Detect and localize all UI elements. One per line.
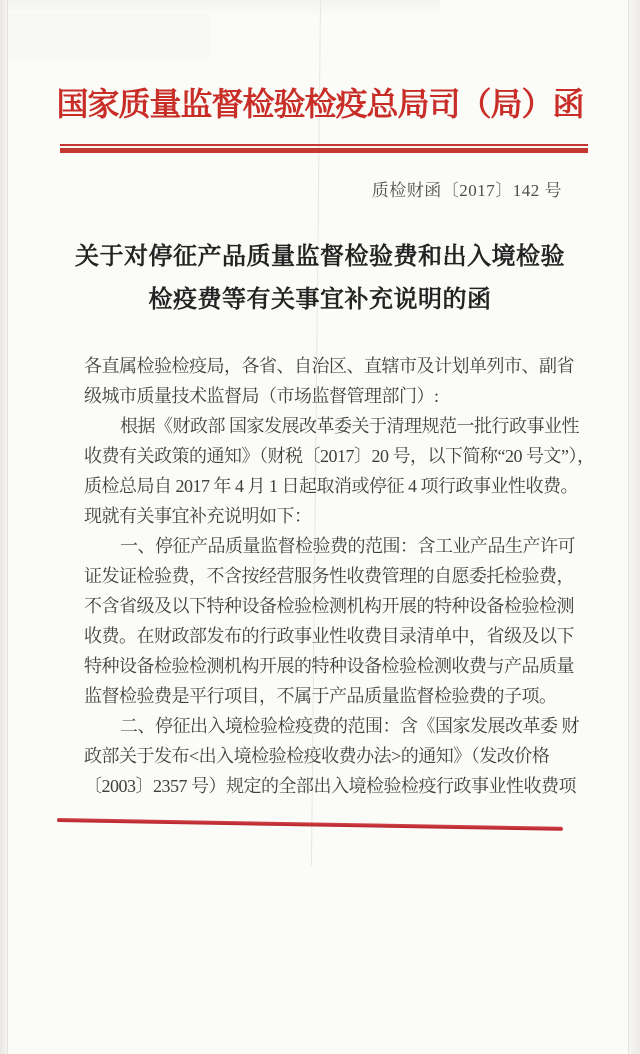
scan-smudge [0,14,210,60]
document-title [0,236,640,322]
document-body [84,351,595,801]
body-text-line: 一、停征产品质量监督检验费的范围：含工业产品生产许可 [120,536,575,556]
body-text-line: 监督检验费是平行项目，不属于产品质量监督检验费的子项。 [84,686,557,706]
body-text-line: 收费。在财政部发布的行政事业性收费目录清单中，省级及以下 [84,626,574,646]
body-text-line: 不含省级及以下特种设备检验检测机构开展的特种设备检验检测 [84,596,574,616]
body-text-line: 质检总局自 2017 年 4 月 1 日起取消或停征 4 项行政事业性收费。 [84,476,578,496]
bottom-red-line [57,818,563,831]
body-text-line: 收费有关政策的通知》（财税〔2017〕20 号，以下简称“20 号文”）， [84,446,595,466]
document-number: 质检财函〔2017〕142 号 [371,181,562,200]
body-text-line: 各直属检验检疫局，各省、自治区、直辖市及计划单列市、副省 [84,356,574,376]
body-text-line: 现就有关事宜补充说明如下： [84,506,312,526]
body-text-line: 证发证检验费，不含按经营服务性收费管理的自愿委托检验费， [84,566,574,586]
body-text-line: 特种设备检验检测机构开展的特种设备检验检测收费与产品质量 [84,656,574,676]
letterhead-title: 国家质量监督检验检疫总局司（局）函 [56,86,584,122]
rule-thick-line [60,148,588,153]
letterhead-double-rule [60,144,588,153]
document-title-line1: 关于对停征产品质量监督检验费和出入境检验 [75,244,565,270]
page-right-edge [628,0,640,1054]
body-text-line: 〔2003〕2357 号）规定的全部出入境检验检疫行政事业性收费项 [84,776,576,796]
body-text-line: 政部关于发布<出入境检验检疫收费办法>的通知》（发改价格 [84,746,550,766]
body-text-line: 二、停征出入境检验检疫费的范围：含《国家发展改革委 财 [120,716,579,736]
page-left-edge [0,0,8,1054]
body-text-line: 根据《财政部 国家发展改革委关于清理规范一批行政事业性 [120,416,579,436]
body-text-line: 级城市质量技术监督局（市场监督管理部门）: [84,386,439,406]
document-title-line2: 检疫费等有关事宜补充说明的函 [148,287,492,313]
